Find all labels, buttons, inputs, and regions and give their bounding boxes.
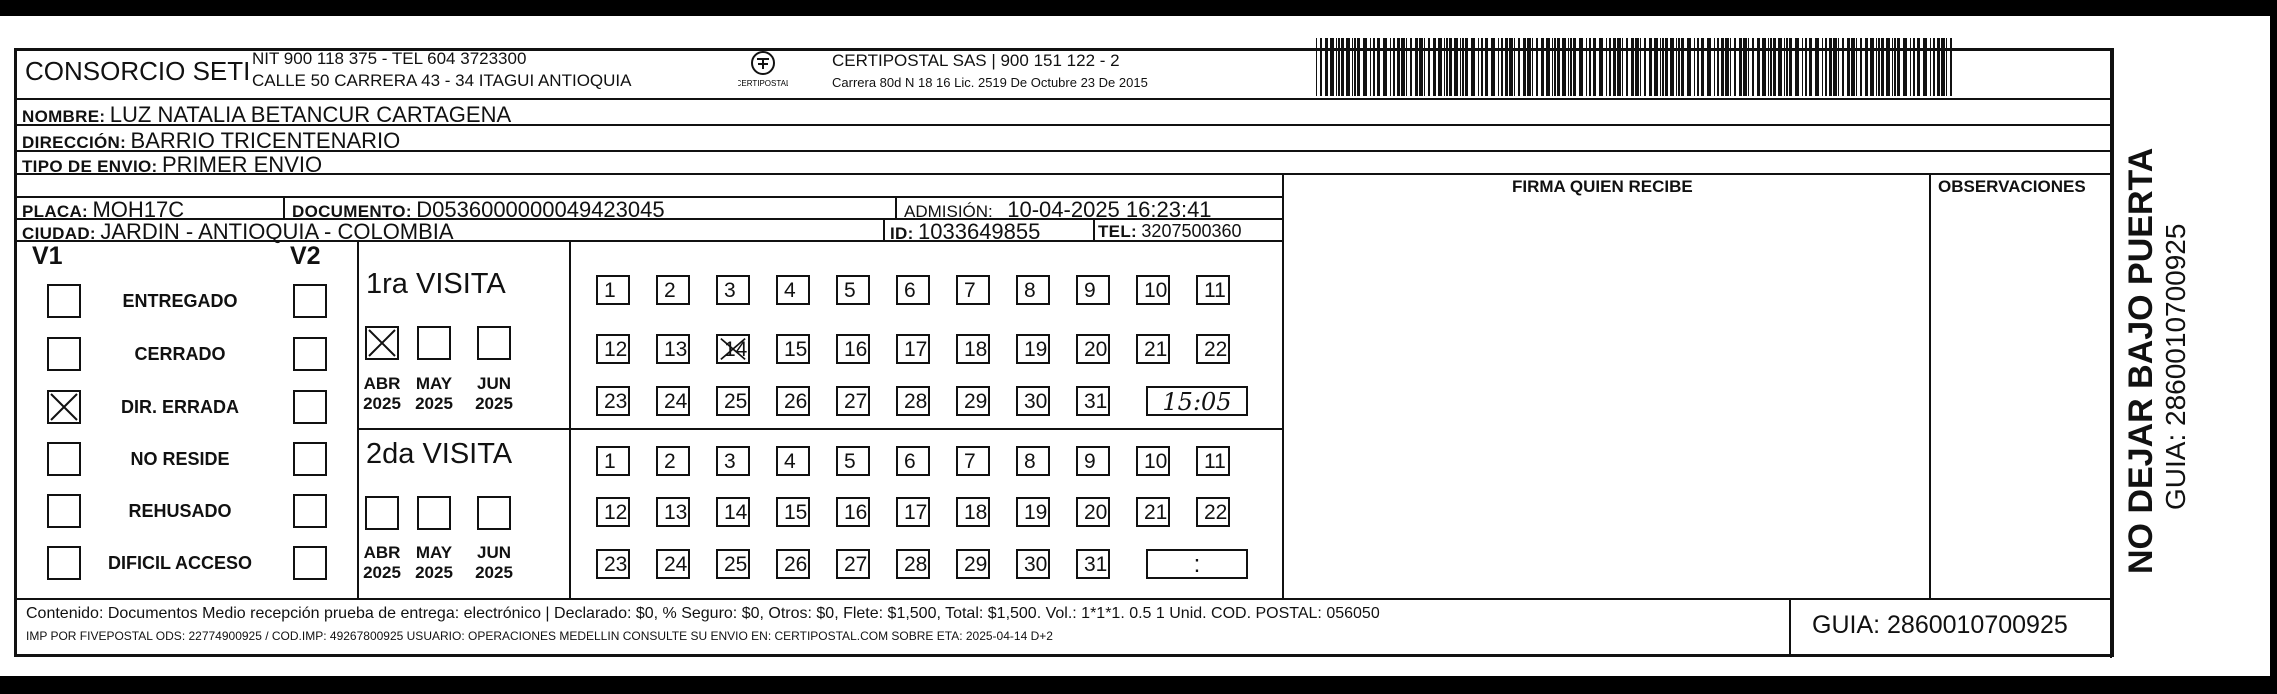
footer-guia: GUIA: 2860010700925 (1812, 611, 2068, 639)
v1-checkbox[interactable] (47, 546, 81, 580)
visit1-day-26[interactable]: 26 (776, 386, 810, 416)
placa-label: PLACA: (22, 202, 89, 221)
v2-label: V2 (290, 242, 321, 270)
visit1-month-label: ABR 2025 (363, 374, 401, 413)
visit1-day-19[interactable]: 19 (1016, 334, 1050, 364)
visit1-month-label: JUN 2025 (475, 374, 513, 413)
v1-checkbox[interactable] (47, 494, 81, 528)
visit1-day-11[interactable]: 11 (1196, 275, 1230, 305)
tel-label: TEL: (1098, 222, 1137, 241)
visit2-day-10[interactable]: 10 (1136, 446, 1170, 476)
nombre-value: LUZ NATALIA BETANCUR CARTAGENA (109, 102, 512, 127)
placa-value: MOH17C (92, 197, 185, 222)
visit2-day-24[interactable]: 24 (656, 549, 690, 579)
visit2-time-box[interactable]: : (1146, 549, 1248, 579)
tipo-envio-label: TIPO DE ENVIO: (22, 157, 158, 176)
visit2-day-17[interactable]: 17 (896, 497, 930, 527)
company-address: CALLE 50 CARRERA 43 - 34 ITAGUI ANTIOQUIA (252, 71, 632, 90)
visit1-day-4[interactable]: 4 (776, 275, 810, 305)
visit2-day-5[interactable]: 5 (836, 446, 870, 476)
documento-label: DOCUMENTO: (292, 202, 412, 221)
svg-text:CERTIPOSTAL: CERTIPOSTAL (738, 79, 788, 88)
side-guia: GUIA: 2860010700925 (2160, 223, 2191, 510)
status-label: DIFICIL ACCESO (107, 553, 252, 573)
visit2-month-checkbox[interactable] (365, 496, 399, 530)
company-name: CONSORCIO SETI (25, 56, 251, 86)
visit1-day-21[interactable]: 21 (1136, 334, 1170, 364)
status-label: CERRADO (134, 344, 226, 364)
visit1-month-checkbox[interactable] (477, 326, 511, 360)
visit1-day-3[interactable]: 3 (716, 275, 750, 305)
visit1-day-9[interactable]: 9 (1076, 275, 1110, 305)
documento-value: D0536000000049423045 (416, 197, 665, 222)
visit1-month-checkbox[interactable] (365, 326, 399, 360)
visit2-day-14[interactable]: 14 (716, 497, 750, 527)
company-nit: NIT 900 118 375 - TEL 604 3723300 (252, 49, 527, 68)
id-label: ID: (890, 224, 914, 243)
direccion-value: BARRIO TRICENTENARIO (130, 128, 401, 153)
visit1-day-6[interactable]: 6 (896, 275, 930, 305)
v1-checkbox[interactable] (47, 284, 81, 318)
status-label: ENTREGADO (122, 291, 238, 311)
visit2-day-6[interactable]: 6 (896, 446, 930, 476)
v2-checkbox[interactable] (293, 546, 327, 580)
certi-line2: Carrera 80d N 18 16 Lic. 2519 De Octubre 23 De 2015 (832, 75, 1148, 90)
visit1-title: 1ra VISITA (366, 268, 506, 300)
visit1-day-10[interactable]: 10 (1136, 275, 1170, 305)
firma-header: FIRMA QUIEN RECIBE (1512, 177, 1693, 196)
v1-label: V1 (32, 242, 63, 270)
visit1-day-16[interactable]: 16 (836, 334, 870, 364)
visit2-month-label: MAY 2025 (415, 543, 453, 582)
status-label: DIR. ERRADA (120, 397, 239, 417)
footer-line1: Contenido: Documentos Medio recepción prueba de entrega: electrónico | Declarado: $0, % Seguro: $0, Otros: $0, Flete: $1,500, Total: $1,500. Vol.: 1*1*1. 0.5 1 Unid. COD. POSTAL: 056050 (26, 605, 1380, 622)
visit1-day-13[interactable]: 13 (656, 334, 690, 364)
visit2-day-30[interactable]: 30 (1016, 549, 1050, 579)
visit1-day-15[interactable]: 15 (776, 334, 810, 364)
visit2-day-23[interactable]: 23 (596, 549, 630, 579)
visit2-day-4[interactable]: 4 (776, 446, 810, 476)
visit1-day-7[interactable]: 7 (956, 275, 990, 305)
visit2-day-15[interactable]: 15 (776, 497, 810, 527)
nombre-label: NOMBRE: (22, 107, 106, 126)
visit2-day-2[interactable]: 2 (656, 446, 690, 476)
visit2-day-18[interactable]: 18 (956, 497, 990, 527)
visit2-day-13[interactable]: 13 (656, 497, 690, 527)
status-label: NO RESIDE (130, 449, 230, 469)
visit2-day-26[interactable]: 26 (776, 549, 810, 579)
admision-label: ADMISIÓN: (904, 202, 993, 221)
visit2-day-16[interactable]: 16 (836, 497, 870, 527)
v1-checkbox[interactable] (47, 337, 81, 371)
tipo-envio-value: PRIMER ENVIO (161, 152, 323, 177)
ciudad-value: JARDIN - ANTIOQUIA - COLOMBIA (100, 219, 454, 244)
visit1-day-2[interactable]: 2 (656, 275, 690, 305)
visit1-day-25[interactable]: 25 (716, 386, 750, 416)
visit2-day-3[interactable]: 3 (716, 446, 750, 476)
visit2-day-28[interactable]: 28 (896, 549, 930, 579)
visit2-day-29[interactable]: 29 (956, 549, 990, 579)
visit1-day-22[interactable]: 22 (1196, 334, 1230, 364)
visit1-day-8[interactable]: 8 (1016, 275, 1050, 305)
visit1-day-31[interactable]: 31 (1076, 386, 1110, 416)
visit2-day-22[interactable]: 22 (1196, 497, 1230, 527)
visit2-day-1[interactable]: 1 (596, 446, 630, 476)
visit1-day-29[interactable]: 29 (956, 386, 990, 416)
visit2-title: 2da VISITA (366, 438, 513, 470)
visit2-day-21[interactable]: 21 (1136, 497, 1170, 527)
visit2-day-11[interactable]: 11 (1196, 446, 1230, 476)
visit1-day-27[interactable]: 27 (836, 386, 870, 416)
visit1-day-30[interactable]: 30 (1016, 386, 1050, 416)
status-label: REHUSADO (128, 501, 232, 521)
visit2-day-20[interactable]: 20 (1076, 497, 1110, 527)
visit2-month-label: JUN 2025 (475, 543, 513, 582)
visit2-day-8[interactable]: 8 (1016, 446, 1050, 476)
visit2-day-9[interactable]: 9 (1076, 446, 1110, 476)
v1-checkbox[interactable] (47, 390, 81, 424)
side-warning: NO DEJAR BAJO PUERTA (2122, 147, 2160, 574)
v2-checkbox[interactable] (293, 390, 327, 424)
certi-line1: CERTIPOSTAL SAS | 900 151 122 - 2 (832, 51, 1120, 70)
visit1-month-checkbox[interactable] (417, 326, 451, 360)
visit2-day-12[interactable]: 12 (596, 497, 630, 527)
visit2-month-checkbox[interactable] (417, 496, 451, 530)
visit1-day-28[interactable]: 28 (896, 386, 930, 416)
ciudad-label: CIUDAD: (22, 224, 96, 243)
visit1-day-20[interactable]: 20 (1076, 334, 1110, 364)
admision-value: 10-04-2025 16:23:41 (1007, 197, 1212, 222)
visit1-month-label: MAY 2025 (415, 374, 453, 413)
visit2-day-7[interactable]: 7 (956, 446, 990, 476)
visit1-day-24[interactable]: 24 (656, 386, 690, 416)
v2-checkbox[interactable] (293, 337, 327, 371)
visit1-day-17[interactable]: 17 (896, 334, 930, 364)
visit1-day-14[interactable]: 14 (716, 334, 750, 364)
id-value: 1033649855 (918, 219, 1041, 244)
visit2-month-label: ABR 2025 (363, 543, 401, 582)
v2-checkbox[interactable] (293, 284, 327, 318)
visit1-time-box[interactable]: 15:05 (1146, 386, 1248, 416)
visit1-day-23[interactable]: 23 (596, 386, 630, 416)
visit2-day-27[interactable]: 27 (836, 549, 870, 579)
v2-checkbox[interactable] (293, 442, 327, 476)
observaciones-header: OBSERVACIONES (1938, 177, 2086, 196)
visit2-day-25[interactable]: 25 (716, 549, 750, 579)
visit2-month-checkbox[interactable] (477, 496, 511, 530)
visit1-day-12[interactable]: 12 (596, 334, 630, 364)
v1-checkbox[interactable] (47, 442, 81, 476)
visit2-day-19[interactable]: 19 (1016, 497, 1050, 527)
visit2-day-31[interactable]: 31 (1076, 549, 1110, 579)
tel-value: 3207500360 (1141, 221, 1242, 241)
footer-line2: IMP POR FIVEPOSTAL ODS: 22774900925 / COD.IMP: 49267800925 USUARIO: OPERACIONES MEDELLIN CONSULTE SU ENVIO EN: CERTIPOSTAL.COM SOBRE ETA: 2025-04-14 D+2 (26, 629, 1053, 643)
visit1-day-1[interactable]: 1 (596, 275, 630, 305)
visit1-day-5[interactable]: 5 (836, 275, 870, 305)
visit1-day-18[interactable]: 18 (956, 334, 990, 364)
direccion-label: DIRECCIÓN: (22, 133, 127, 152)
v2-checkbox[interactable] (293, 494, 327, 528)
